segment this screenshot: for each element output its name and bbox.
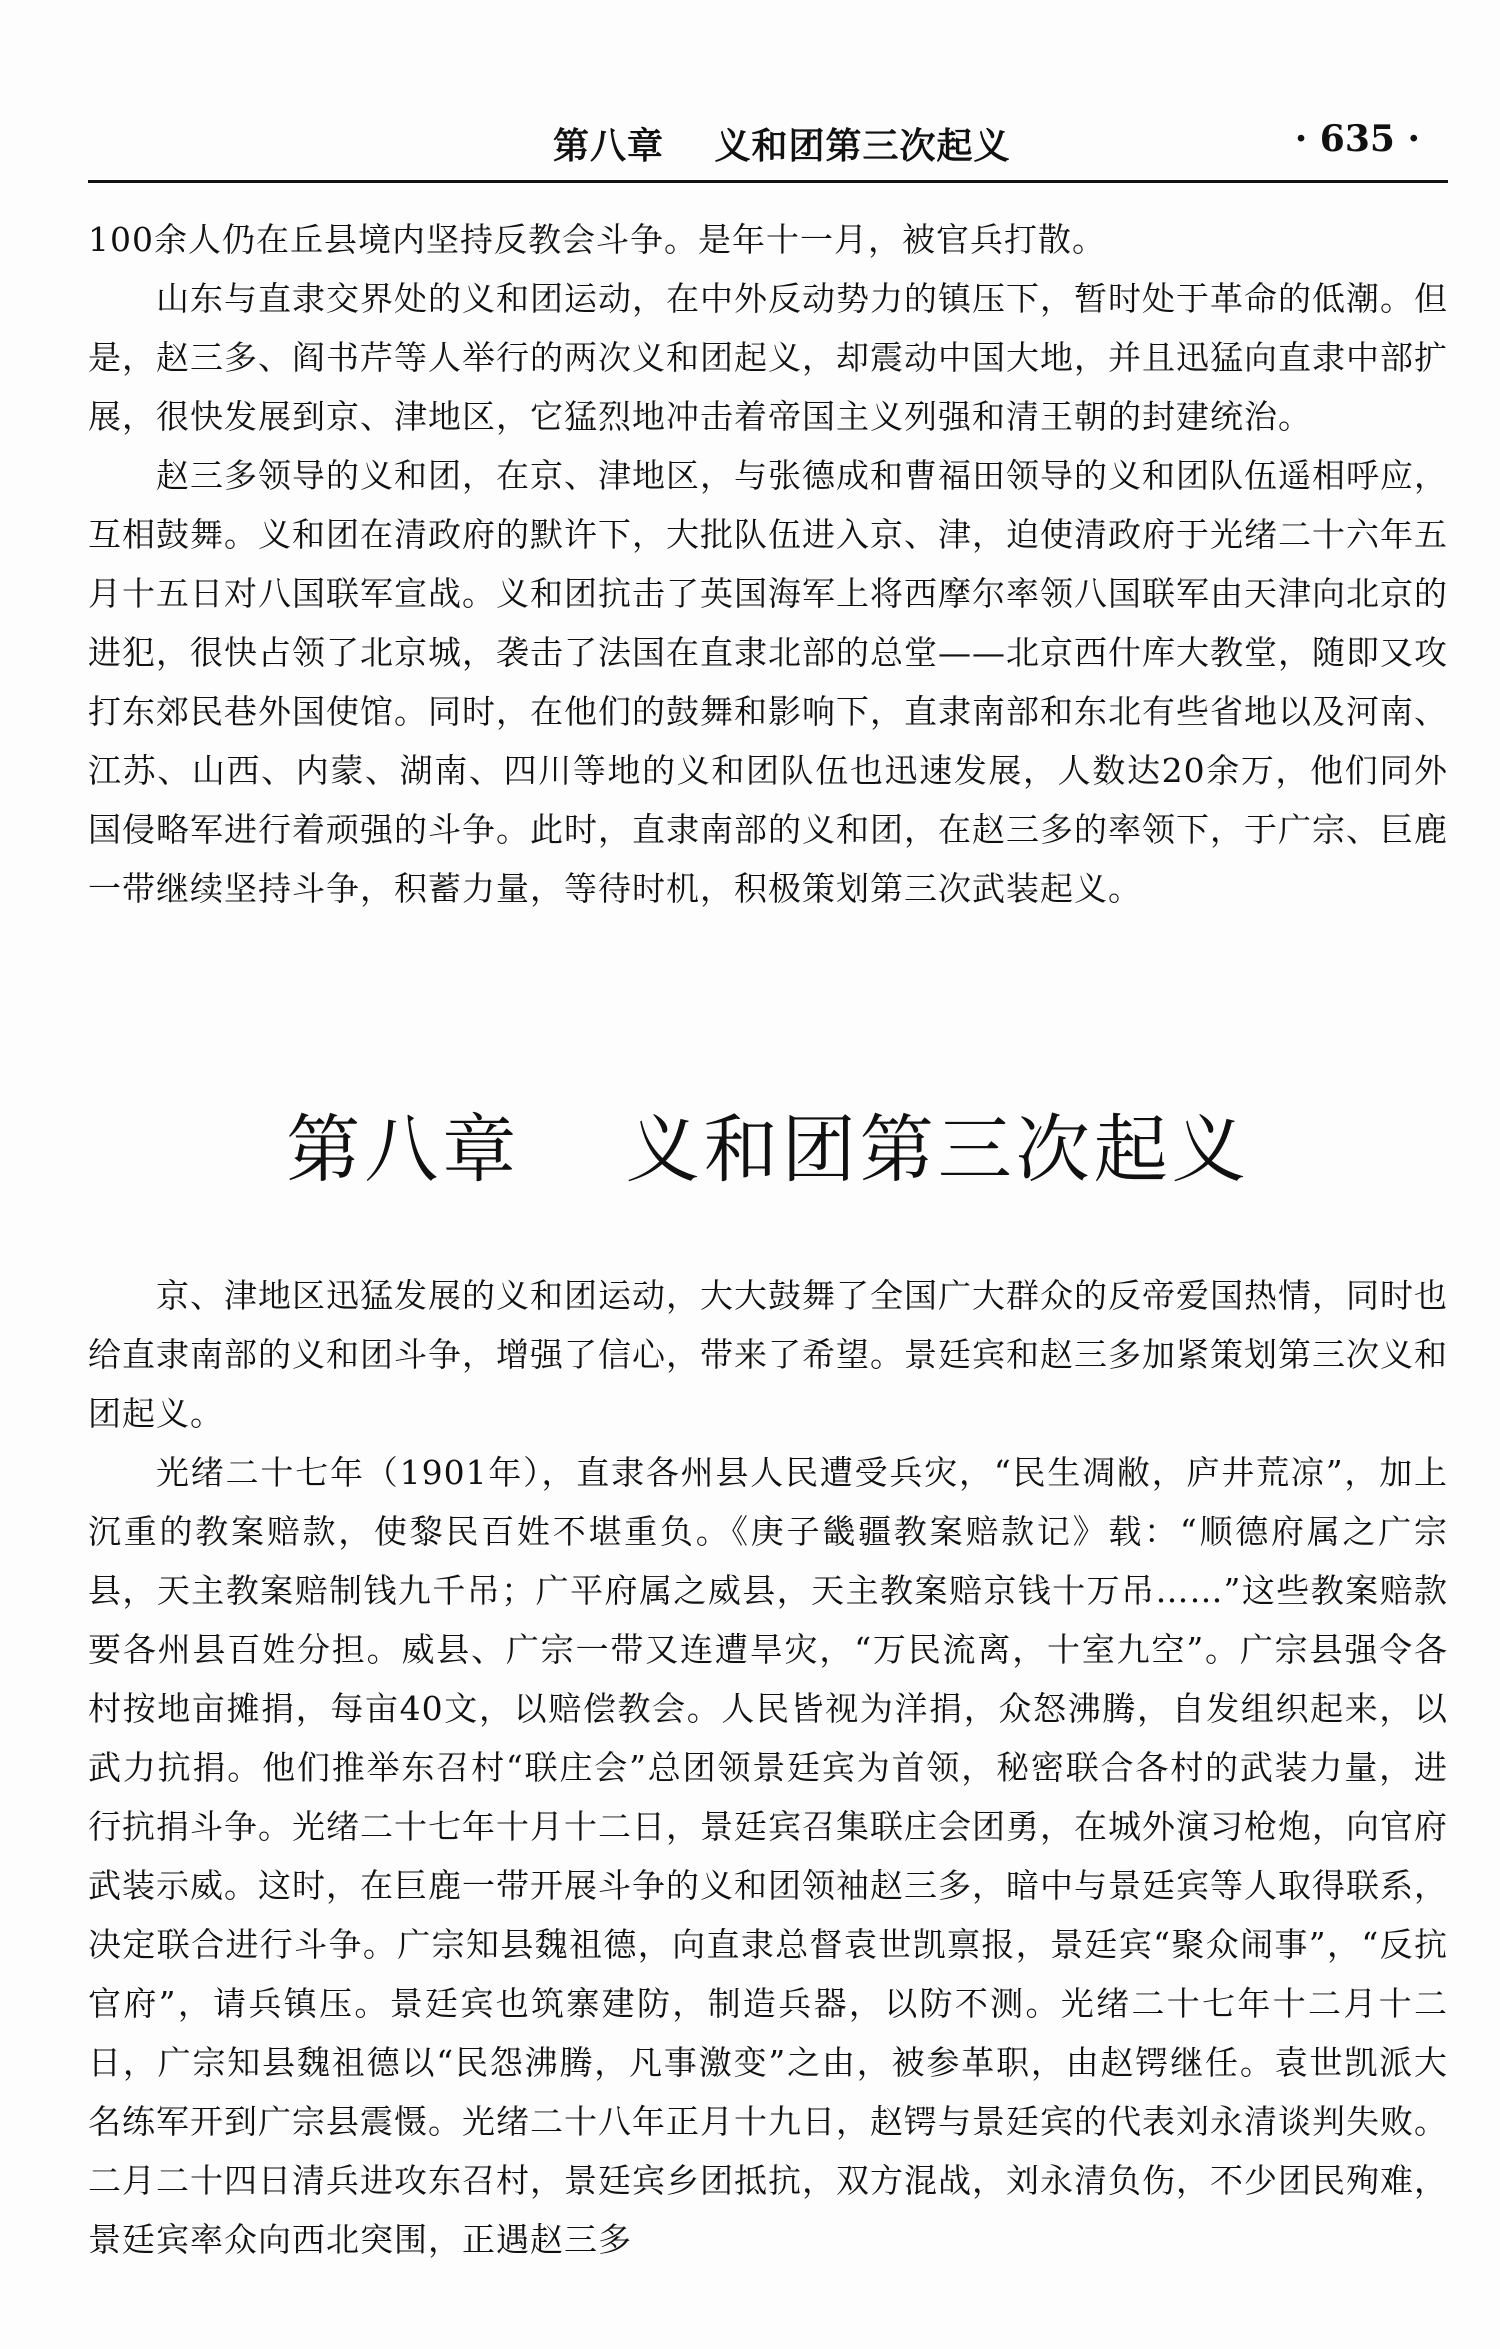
continuation-text [88,210,1448,918]
paragraph: 京、津地区迅猛发展的义和团运动，大大鼓舞了全国广大群众的反帝爱国热情，同时也给直隶南部的义和团斗争，增强了信心，带来了希望。景廷宾和赵三多加紧策划第三次义和团起义。 [88,1276,1448,1433]
header-rule [88,180,1448,183]
chapter-body [88,1266,1448,2269]
paragraph: 100余人仍在丘县境内坚持反教会斗争。是年十一月，被官兵打散。 [88,220,1106,259]
running-header [88,118,1448,178]
paragraph: 山东与直隶交界处的义和团运动，在中外反动势力的镇压下，暂时处于革命的低潮。但是，赵三多、阎书芹等人举行的两次义和团起义，却震动中国大地，并且迅猛向直隶中部扩展，很快发展到京、津地区，它猛烈地冲击着帝国主义列强和清王朝的封建统治。 [88,279,1448,436]
paragraph: 赵三多领导的义和团，在京、津地区，与张德成和曹福田领导的义和团队伍遥相呼应，互相鼓舞。义和团在清政府的默许下，大批队伍进入京、津，迫使清政府于光绪二十六年五月十五日对八国联军宣战。义和团抗击了英国海军上将西摩尔率领八国联军由天津向北京的进犯，很快占领了北京城，袭击了法国在直隶北部的总堂——北京西什库大教堂，随即又攻打东郊民巷外国使馆。同时，在他们的鼓舞和影响下，直隶南部和东北有些省地以及河南、江苏、山西、内蒙、湖南、四川等地的义和团队伍也迅速发展，人数达20余万，他们同外国侵略军进行着顽强的斗争。此时，直隶南部的义和团，在赵三多的率领下，于广宗、巨鹿一带继续坚持斗争，积蓄力量，等待时机，积极策划第三次武装起义。 [88,456,1448,908]
running-header-chapter: 第八章 义和团第三次起义 [553,125,1011,167]
chapter-title: 第八章 义和团第三次起义 [286,1107,1250,1193]
page-number: · 635 · [1294,118,1420,160]
paragraph: 光绪二十七年（1901年），直隶各州县人民遭受兵灾，“民生凋敝，庐井荒凉”，加上沉重的教案赔款，使黎民百姓不堪重负。《庚子畿疆教案赔款记》载：“顺德府属之广宗县，天主教案赔制钱九千吊；广平府属之威县，天主教案赔京钱十万吊……”这些教案赔款要各州县百姓分担。威县、广宗一带又连遭旱灾，“万民流离，十室九空”。广宗县强令各村按地亩摊捐，每亩40文，以赔偿教会。人民皆视为洋捐，众怒沸腾，自发组织起来，以武力抗捐。他们推举东召村“联庄会”总团领景廷宾为首领，秘密联合各村的武装力量，进行抗捐斗争。光绪二十七年十月十二日，景廷宾召集联庄会团勇，在城外演习枪炮，向官府武装示威。这时，在巨鹿一带开展斗争的义和团领袖赵三多，暗中与景廷宾等人取得联系，决定联合进行斗争。广宗知县魏祖德，向直隶总督袁世凯禀报，景廷宾“聚众闹事”，“反抗官府”，请兵镇压。景廷宾也筑寨建防，制造兵器，以防不测。光绪二十七年十二月十二日，广宗知县魏祖德以“民怨沸腾，凡事激变”之由，被参革职，由赵锷继任。袁世凯派大名练军开到广宗县震慑。光绪二十八年正月十九日，赵锷与景廷宾的代表刘永清谈判失败。二月二十四日清兵进攻东召村，景廷宾乡团抵抗，双方混战，刘永清负伤，不少团民殉难，景廷宾率众向西北突围，正遇赵三多 [88,1453,1448,2259]
